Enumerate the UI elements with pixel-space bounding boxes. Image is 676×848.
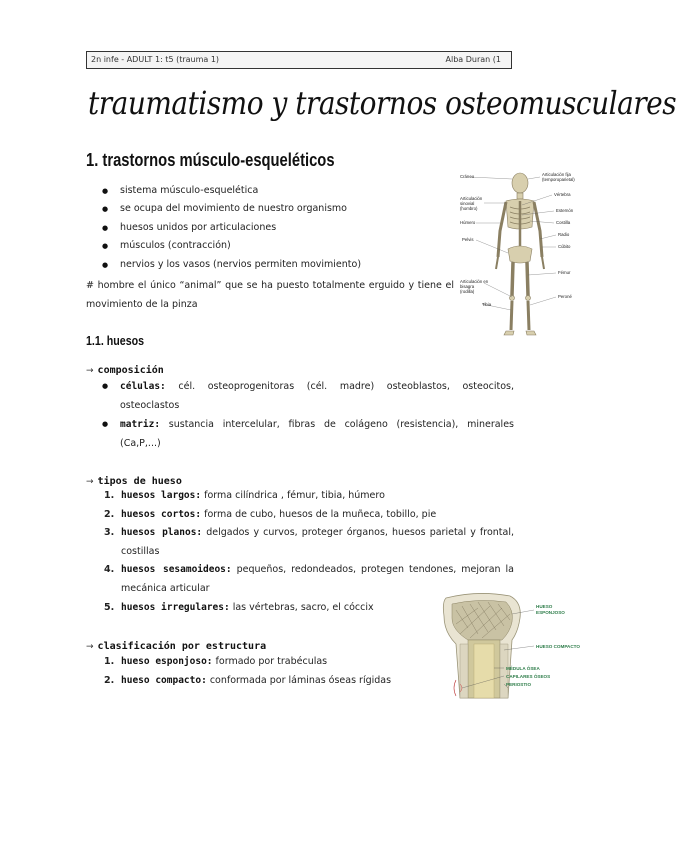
label-artic-bisagra-2: bisagra [460,284,475,289]
list-item: 2. hueso compacto: conformada por láminas óseas rígidas [104,674,392,686]
arrow-icon: → [86,642,94,652]
bone-structure-figure [438,588,580,700]
definition: las vértebras, sacro, el cóccix [232,601,374,613]
subheading-composicion [86,358,164,377]
term: hueso compacto: [121,674,207,686]
note-paragraph: # hombre el único “animal” que se ha puesto totalmente erguido y tiene el movimiento de la pinza [86,280,454,310]
list-item: 5. huesos irregulares: las vértebras, sacro, el cóccix [104,601,374,613]
label-radio: Radio [558,232,570,237]
label-vertebra: Vértebra [554,192,571,197]
subheading-text: composición [97,365,164,376]
label-esternon: Esternón [556,208,574,213]
label-hueso-compacto: HUESO COMPACTO [536,644,580,649]
subheading-clasificacion [86,634,266,653]
subheading-text: clasificación por estructura [97,641,267,652]
list-item: ● se ocupa del movimiento de nuestro organismo [102,200,361,218]
definition: conformada por láminas óseas rígidas [209,674,392,686]
label-periostio: PERIOSTIO [506,682,532,687]
label-humero: Húmero [460,220,476,225]
definition: delgados y curvos, proteger órganos, huesos parietal y frontal, costillas [121,527,514,557]
header-course: 2n infe - ADULT 1: t5 (trauma 1) [91,55,220,64]
definition: pequeños, redondeados, protegen tendones, mejoran la mecánica articular [121,564,514,594]
label-artic-bisagra: Articulación en [460,279,489,284]
label-artic-sinovial-2: sinovial [460,201,475,206]
label-perone: Peroné [558,294,572,299]
term: hueso esponjoso: [121,656,213,667]
term: huesos cortos: [121,508,202,520]
list-item: ● nervios y los vasos (nervios permiten movimiento) [102,256,361,274]
section-heading-huesos: 1.1. huesos [86,333,145,348]
term: huesos largos: [121,490,202,501]
label-craneo: Cráneo [460,174,475,179]
list-item: 3. huesos planos: delgados y curvos, proteger órganos, huesos parietal y frontal, costillas [104,527,514,557]
label-hueso-esponjoso: HUESO [536,604,553,609]
definition: forma cilíndrica , fémur, tibia, húmero [204,490,385,501]
document-title: traumatismo y trastornos osteomusculares [88,84,676,122]
label-hueso-esponjoso-2: ESPONJOSO [536,610,565,615]
term: huesos irregulares: [121,601,230,613]
composicion-list [102,377,514,453]
list-item: 4. huesos sesamoideos: pequeños, redondeados, protegen tendones, mejoran la mecánica articular [104,564,514,594]
label-artic-fija-2: (temporoparietal) [542,177,575,182]
label-artic-sinovial-3: (hombro) [460,206,478,211]
list-item: ● huesos unidos por articulaciones [102,219,361,237]
label-tibia: Tibia [482,302,492,307]
term: células: [120,381,166,392]
label-artic-fija: Articulación fija [542,172,571,177]
label-artic-sinovial: Articulación [460,196,483,201]
term: huesos planos: [121,527,203,539]
definition: formado por trabéculas [215,656,328,667]
label-capilares: CAPILARES ÓSEOS [506,674,551,679]
header-author: Alba Duran (1 [445,55,501,64]
label-artic-bisagra-3: (rodilla) [460,289,475,294]
page-header [86,51,512,69]
arrow-icon: → [86,477,94,487]
term: matriz: [120,419,161,430]
skeleton-figure [456,165,582,340]
subheading-text: tipos de hueso [97,476,182,487]
section-heading-trastornos: 1. trastornos músculo-esqueléticos [86,150,335,170]
list-item: 1. hueso esponjoso: formado por trabéculas [104,656,328,667]
list-item: ● músculos (contracción) [102,237,361,255]
definition: cél. osteoprogenitoras (cél. madre) osteoblastos, osteocitos, osteoclastos [120,381,514,411]
list-item: 1. huesos largos: forma cilíndrica , fémur, tibia, húmero [104,490,385,501]
label-medula-osea: MÉDULA ÓSEA [506,666,540,671]
definition: forma de cubo, huesos de la muñeca, tobillo, pie [204,508,437,520]
definition: sustancia intercelular, fibras de colágeno (resistencia), minerales (Ca,P,...) [120,419,514,449]
label-femur: Fémur [558,270,571,275]
label-cubito: Cúbito [558,244,571,249]
label-costilla: Costilla [556,220,571,225]
arrow-icon: → [86,366,94,376]
skeleton-drawing [496,173,544,335]
term: huesos sesamoideos: [121,564,232,576]
trastornos-list [102,182,361,274]
list-item: 2. huesos cortos: forma de cubo, huesos de la muñeca, tobillo, pie [104,508,437,520]
label-pelvis: Pelvis [462,237,474,242]
subheading-tipos [86,469,182,488]
list-item [102,415,514,453]
clasificacion-list [104,653,424,690]
list-item [102,377,514,415]
list-item: ● sistema músculo-esquelética [102,182,361,200]
